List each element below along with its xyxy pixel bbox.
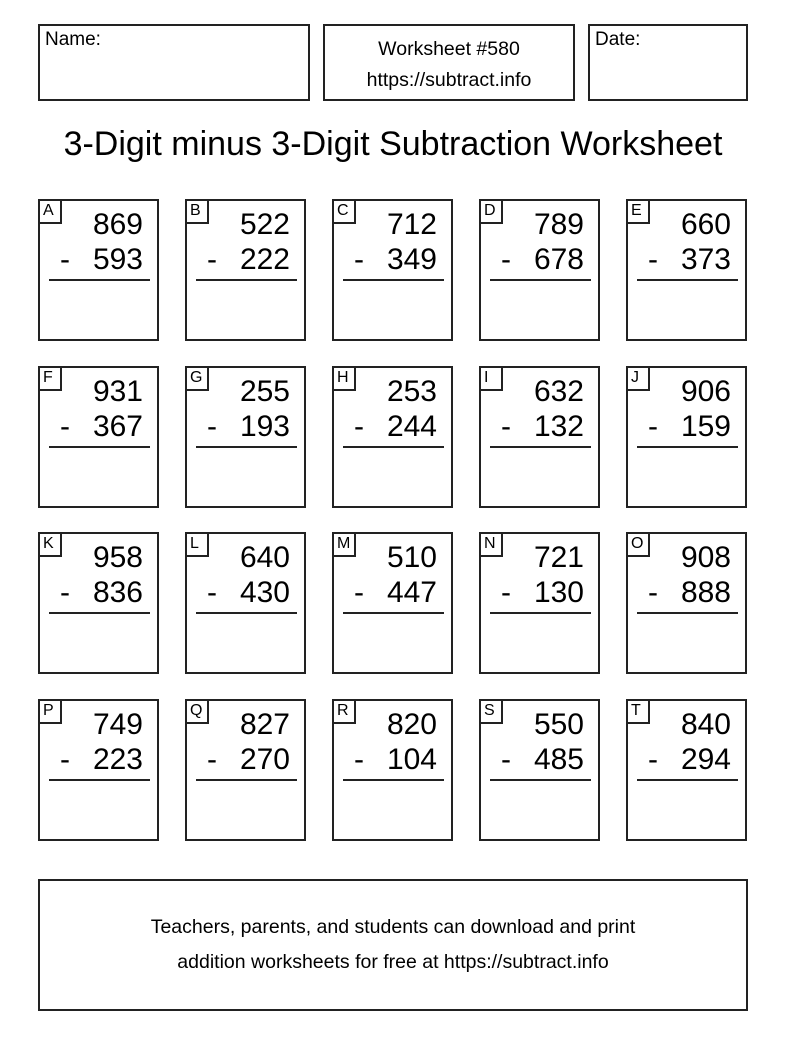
answer-line — [49, 612, 150, 614]
answer-line — [343, 279, 444, 281]
problem-p[interactable] — [38, 699, 159, 841]
minus-sign: - — [648, 243, 658, 276]
minus-sign: - — [648, 576, 658, 609]
problem-label: N — [479, 532, 503, 557]
minus-sign: - — [501, 743, 511, 776]
problem-q[interactable] — [185, 699, 306, 841]
problem-label: K — [38, 532, 62, 557]
minuend: 789 — [533, 208, 584, 241]
minus-sign: - — [207, 743, 217, 776]
minuend: 550 — [533, 708, 584, 741]
minuend: 712 — [386, 208, 437, 241]
problem-label: C — [332, 199, 356, 224]
problem-m[interactable] — [332, 532, 453, 674]
answer-line — [196, 779, 297, 781]
site-url: https://subtract.info — [366, 69, 532, 91]
problem-f[interactable] — [38, 366, 159, 508]
minus-sign: - — [354, 410, 364, 443]
minuend: 255 — [239, 375, 290, 408]
answer-line — [637, 779, 738, 781]
subtrahend: 132 — [533, 410, 584, 443]
problem-label: O — [626, 532, 650, 557]
footer-note — [38, 879, 748, 1011]
minuend: 721 — [533, 541, 584, 574]
page-title: 3-Digit minus 3-Digit Subtraction Worksheet — [63, 125, 723, 163]
minuend: 931 — [92, 375, 143, 408]
problem-label: S — [479, 699, 503, 724]
minus-sign: - — [648, 410, 658, 443]
minuend: 749 — [92, 708, 143, 741]
subtrahend: 836 — [92, 576, 143, 609]
subtrahend: 485 — [533, 743, 584, 776]
minus-sign: - — [60, 243, 70, 276]
subtrahend: 430 — [239, 576, 290, 609]
subtrahend: 130 — [533, 576, 584, 609]
subtrahend: 888 — [680, 576, 731, 609]
minuend: 908 — [680, 541, 731, 574]
problem-d[interactable] — [479, 199, 600, 341]
problem-label: T — [626, 699, 650, 724]
answer-line — [196, 612, 297, 614]
answer-line — [49, 446, 150, 448]
minuend: 660 — [680, 208, 731, 241]
subtrahend: 349 — [386, 243, 437, 276]
minus-sign: - — [354, 243, 364, 276]
minuend: 632 — [533, 375, 584, 408]
subtrahend: 447 — [386, 576, 437, 609]
problem-c[interactable] — [332, 199, 453, 341]
problem-j[interactable] — [626, 366, 747, 508]
subtrahend: 270 — [239, 743, 290, 776]
minuend: 510 — [386, 541, 437, 574]
minuend: 958 — [92, 541, 143, 574]
problem-label: D — [479, 199, 503, 224]
minus-sign: - — [60, 410, 70, 443]
name-label: Name: — [45, 29, 101, 50]
minuend: 253 — [386, 375, 437, 408]
answer-line — [343, 779, 444, 781]
problem-b[interactable] — [185, 199, 306, 341]
minuend: 906 — [680, 375, 731, 408]
problem-label: F — [38, 366, 62, 391]
footer-line-2: addition worksheets for free at https://subtract.info — [177, 951, 609, 973]
worksheet-info-box — [323, 24, 575, 101]
answer-line — [49, 779, 150, 781]
problem-label: Q — [185, 699, 209, 724]
problem-r[interactable] — [332, 699, 453, 841]
problem-i[interactable] — [479, 366, 600, 508]
problem-k[interactable] — [38, 532, 159, 674]
answer-line — [490, 612, 591, 614]
answer-line — [637, 279, 738, 281]
subtrahend: 193 — [239, 410, 290, 443]
problem-t[interactable] — [626, 699, 747, 841]
subtrahend: 159 — [680, 410, 731, 443]
subtrahend: 222 — [239, 243, 290, 276]
answer-line — [637, 446, 738, 448]
subtrahend: 593 — [92, 243, 143, 276]
subtrahend: 294 — [680, 743, 731, 776]
worksheet-number: Worksheet #580 — [378, 38, 520, 60]
minus-sign: - — [207, 243, 217, 276]
problem-label: H — [332, 366, 356, 391]
minus-sign: - — [207, 410, 217, 443]
footer-line-1: Teachers, parents, and students can download and print — [150, 916, 636, 938]
problem-label: M — [332, 532, 356, 557]
problem-label: R — [332, 699, 356, 724]
minuend: 840 — [680, 708, 731, 741]
problem-o[interactable] — [626, 532, 747, 674]
problem-label: P — [38, 699, 62, 724]
minus-sign: - — [207, 576, 217, 609]
answer-line — [343, 446, 444, 448]
minuend: 869 — [92, 208, 143, 241]
answer-line — [196, 279, 297, 281]
problem-g[interactable] — [185, 366, 306, 508]
answer-line — [49, 279, 150, 281]
problem-s[interactable] — [479, 699, 600, 841]
minus-sign: - — [501, 243, 511, 276]
subtrahend: 678 — [533, 243, 584, 276]
date-label: Date: — [595, 29, 641, 50]
minuend: 640 — [239, 541, 290, 574]
problem-h[interactable] — [332, 366, 453, 508]
answer-line — [490, 779, 591, 781]
minuend: 820 — [386, 708, 437, 741]
problem-a[interactable] — [38, 199, 159, 341]
problem-n[interactable] — [479, 532, 600, 674]
problem-label: A — [38, 199, 62, 224]
answer-line — [490, 279, 591, 281]
minuend: 522 — [239, 208, 290, 241]
problem-label: G — [185, 366, 209, 391]
minuend: 827 — [239, 708, 290, 741]
problem-label: J — [626, 366, 650, 391]
subtrahend: 244 — [386, 410, 437, 443]
minus-sign: - — [60, 576, 70, 609]
problem-e[interactable] — [626, 199, 747, 341]
minus-sign: - — [501, 576, 511, 609]
minus-sign: - — [501, 410, 511, 443]
problem-l[interactable] — [185, 532, 306, 674]
subtrahend: 367 — [92, 410, 143, 443]
date-field[interactable] — [588, 24, 748, 101]
name-field[interactable] — [38, 24, 310, 101]
answer-line — [490, 446, 591, 448]
problem-label: E — [626, 199, 650, 224]
minus-sign: - — [354, 576, 364, 609]
subtrahend: 223 — [92, 743, 143, 776]
subtrahend: 104 — [386, 743, 437, 776]
answer-line — [637, 612, 738, 614]
answer-line — [196, 446, 297, 448]
problem-label: L — [185, 532, 209, 557]
minus-sign: - — [60, 743, 70, 776]
subtrahend: 373 — [680, 243, 731, 276]
problem-label: I — [479, 366, 503, 391]
answer-line — [343, 612, 444, 614]
problem-label: B — [185, 199, 209, 224]
minus-sign: - — [354, 743, 364, 776]
minus-sign: - — [648, 743, 658, 776]
